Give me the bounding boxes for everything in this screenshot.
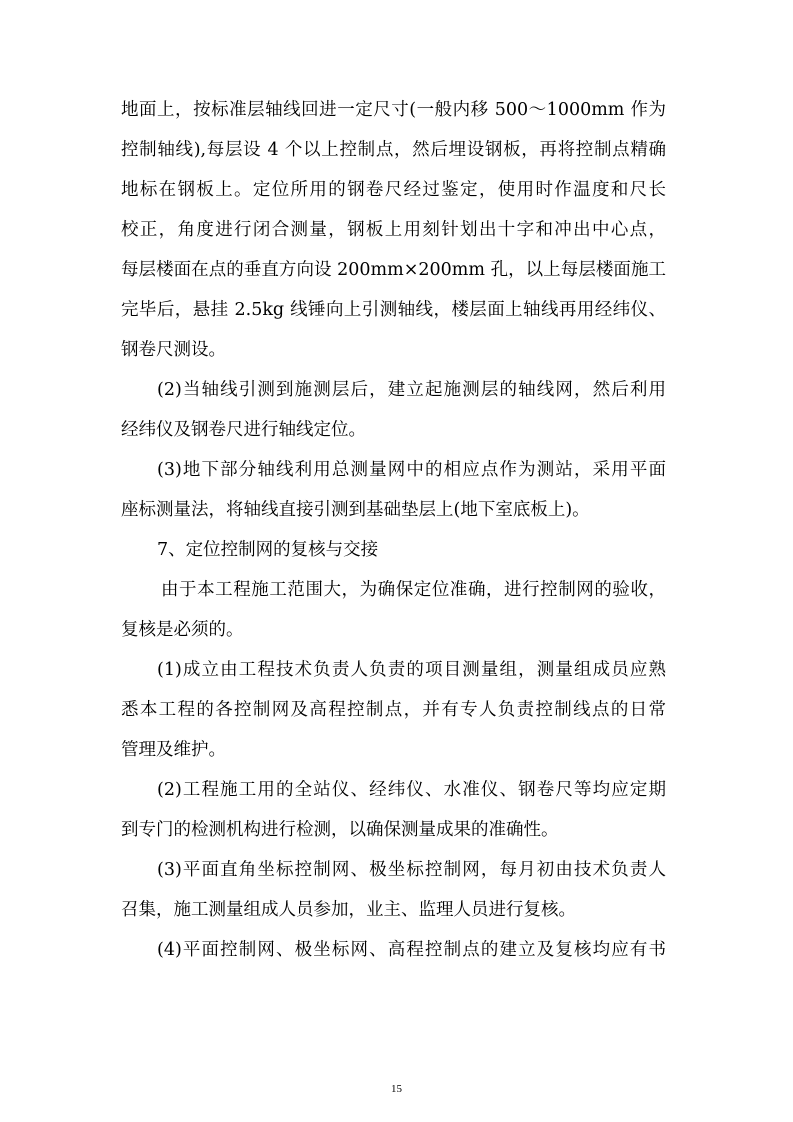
text-line: (1)成立由工程技术负责人负责的项目测量组，测量组成员应熟 [157, 660, 666, 680]
text-line: 校正，角度进行闭合测量，钢板上用刻针划出十字和冲出中心点， [121, 220, 666, 240]
text-line: 管理及维护。 [121, 740, 226, 760]
text-line: 召集，施工测量组成人员参加，业主、监理人员进行复核。 [121, 900, 576, 920]
text-line: 地面上，按标准层轴线回进一定尺寸(一般内移 500～1000mm 作为 [121, 100, 666, 120]
text-line: 到专门的检测机构进行检测，以确保测量成果的准确性。 [121, 820, 559, 840]
text-line: 经纬仪及钢卷尺进行轴线定位。 [121, 420, 366, 440]
text-line: (3)地下部分轴线利用总测量网中的相应点作为测站，采用平面 [157, 460, 666, 480]
text-line: 每层楼面在点的垂直方向设 200mm×200mm 孔，以上每层楼面施工 [121, 260, 666, 280]
text-line: 悉本工程的各控制网及高程控制点，并有专人负责控制线点的日常 [121, 700, 666, 720]
body-text [121, 90, 666, 970]
section-heading: 7、定位控制网的复核与交接 [157, 540, 379, 560]
text-line: 地标在钢板上。定位所用的钢卷尺经过鉴定，使用时作温度和尺长 [121, 180, 666, 200]
text-line: (4)平面控制网、极坐标网、高程控制点的建立及复核均应有书 [157, 940, 666, 960]
text-line: 控制轴线),每层设 4 个以上控制点，然后埋设钢板，再将控制点精确 [121, 140, 666, 160]
text-line: 钢卷尺测设。 [121, 340, 226, 360]
text-line: 座标测量法，将轴线直接引测到基础垫层上(地下室底板上)。 [121, 500, 590, 520]
text-line: 完毕后，悬挂 2.5kg 线锤向上引测轴线，楼层面上轴线再用经纬仪、 [121, 300, 666, 320]
text-line: 由于本工程施工范围大，为确保定位准确，进行控制网的验收， [161, 580, 666, 600]
page-number: 15 [391, 1083, 402, 1095]
text-line: (2)工程施工用的全站仪、经纬仪、水准仪、钢卷尺等均应定期 [157, 780, 666, 800]
text-line: (3)平面直角坐标控制网、极坐标控制网，每月初由技术负责人 [157, 860, 666, 880]
text-line: 复核是必须的。 [121, 620, 244, 640]
text-line: (2)当轴线引测到施测层后，建立起施测层的轴线网，然后利用 [157, 380, 666, 400]
